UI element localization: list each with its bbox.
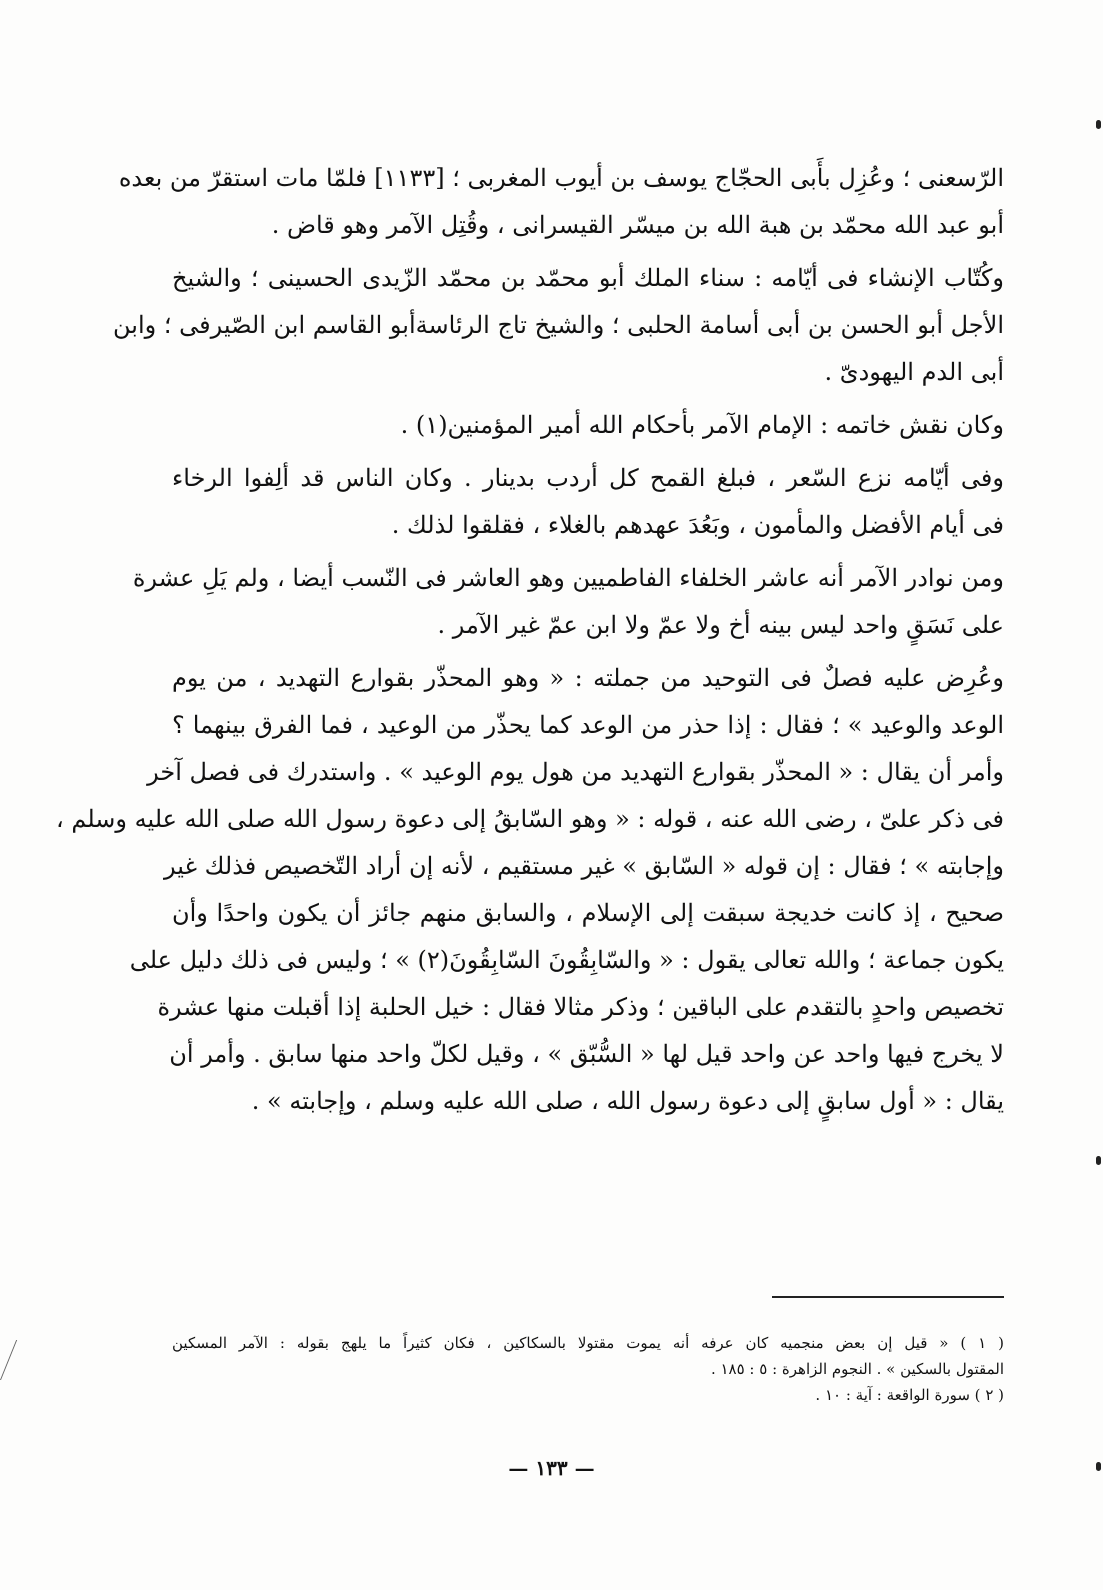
text-line: لا يخرج فيها واحد عن واحد قيل لها « السُّبّق » ، وقيل لكلّ واحد منها سابق . وأمر أن (169, 1040, 1004, 1068)
scan-mark (1096, 1462, 1101, 1471)
main-text (55, 155, 1004, 1125)
footnote-divider (772, 1296, 1004, 1298)
paragraph-5 (132, 555, 1004, 649)
text-line: وكُتّاب الإنشاء فى أيّامه : سناء الملك أبو محمّد بن محمّد الزّيدى الحسينى ؛ والشيخ (172, 264, 1004, 292)
text-line: وأمر أن يقال : « المحذّر بقوارع التهديد من هول يوم الوعيد » . واستدرك فى فصل آخر (147, 758, 1004, 786)
text-line: وكان نقش خاتمه : الإمام الآمر بأحكام الله أمير المؤمنين(١) . (400, 411, 1004, 439)
footnote-line: ( ١ ) « قيل إن بعض منجميه كان عرفه أنه يموت مقتولا بالسكاكين ، فكان كثيراً ما يلهج بقوله : الآمر المسكين (172, 1334, 1004, 1352)
scan-mark (1096, 1156, 1101, 1165)
footnote-line: ( ٢ ) سورة الواقعة : آية : ١٠ . (815, 1386, 1004, 1404)
text-line: وإجابته » ؛ فقال : إن قوله « السّابق » غير مستقيم ، لأنه إن أراد التّخصيص فذلك غير (164, 852, 1004, 880)
footnotes (172, 1330, 1004, 1408)
footnote-1 (172, 1330, 1004, 1382)
scan-mark (1096, 120, 1101, 129)
text-line: أبو عبد الله محمّد بن هبة الله بن ميسّر القيسرانى ، وقُتِل الآمر وهو قاض . (271, 211, 1004, 239)
text-line: فى ذكر علىّ ، رضى الله عنه ، قوله : « وهو السّابقُ إلى دعوة رسول الله صلى الله عليه وسلم ، (55, 805, 1004, 833)
text-line: وفى أيّامه نزع السّعر ، فبلغ القمح كل أردب بدينار . وكان الناس قد ألِفوا الرخاء (172, 464, 1004, 492)
paragraph-4 (172, 455, 1004, 549)
text-line: فى أيام الأفضل والمأمون ، وبَعُدَ عهدهم بالغلاء ، فقلقوا لذلك . (391, 511, 1004, 539)
paragraph-1 (118, 155, 1004, 249)
text-line: الرّسعنى ؛ وعُزِل بأَبى الحجّاج يوسف بن أيوب المغربى ؛ [١١٣٣] فلمّا مات استقرّ من بعده (118, 164, 1004, 192)
text-line: وعُرِض عليه فصلٌ فى التوحيد من جملته : « وهو المحذّر بقوارع التهديد ، من يوم (172, 664, 1004, 692)
paragraph-2 (113, 255, 1004, 396)
text-line: تخصيص واحدٍ بالتقدم على الباقين ؛ وذكر مثالا فقال : خيل الحلبة إذا أقبلت منها عشرة (157, 993, 1004, 1021)
text-line: يكون جماعة ؛ والله تعالى يقول : « والسّابِقُونَ السّابِقُونَ(٢) » ؛ وليس فى ذلك دليل على (129, 946, 1004, 974)
paragraph-6 (55, 655, 1004, 1125)
footnote-2 (172, 1382, 1004, 1408)
paragraph-3 (172, 402, 1004, 449)
footnote-line: المقتول بالسكين » . النجوم الزاهرة : ٥ : ١٨٥ . (710, 1360, 1004, 1378)
text-line: الأجل أبو الحسن بن أبى أسامة الحلبى ؛ والشيخ تاج الرئاسةأبو القاسم ابن الصّيرفى ؛ وابن (113, 311, 1004, 339)
text-line: أبى الدم اليهودىّ . (824, 358, 1004, 386)
page-number: — ١٣٣ — (508, 1456, 595, 1480)
text-line: الوعد والوعيد » ؛ فقال : إذا حذر من الوعد كما يحذّر من الوعيد ، فما الفرق بينهما ؟ (172, 711, 1004, 739)
text-line: يقال : « أول سابقٍ إلى دعوة رسول الله ، صلى الله عليه وسلم ، وإجابته » . (251, 1087, 1004, 1115)
text-line: صحيح ، إذ كانت خديجة سبقت إلى الإسلام ، والسابق منهم جائز أن يكون واحدًا وأن (172, 899, 1004, 927)
text-line: على نَسَقٍ واحد ليس بينه أخ ولا عمّ ولا ابن عمّ غير الآمر . (437, 611, 1004, 639)
text-line: ومن نوادر الآمر أنه عاشر الخلفاء الفاطميين وهو العاشر فى النّسب أيضا ، ولم يَلِ عشرة (132, 564, 1004, 592)
scan-edge-line (0, 1340, 31, 1380)
